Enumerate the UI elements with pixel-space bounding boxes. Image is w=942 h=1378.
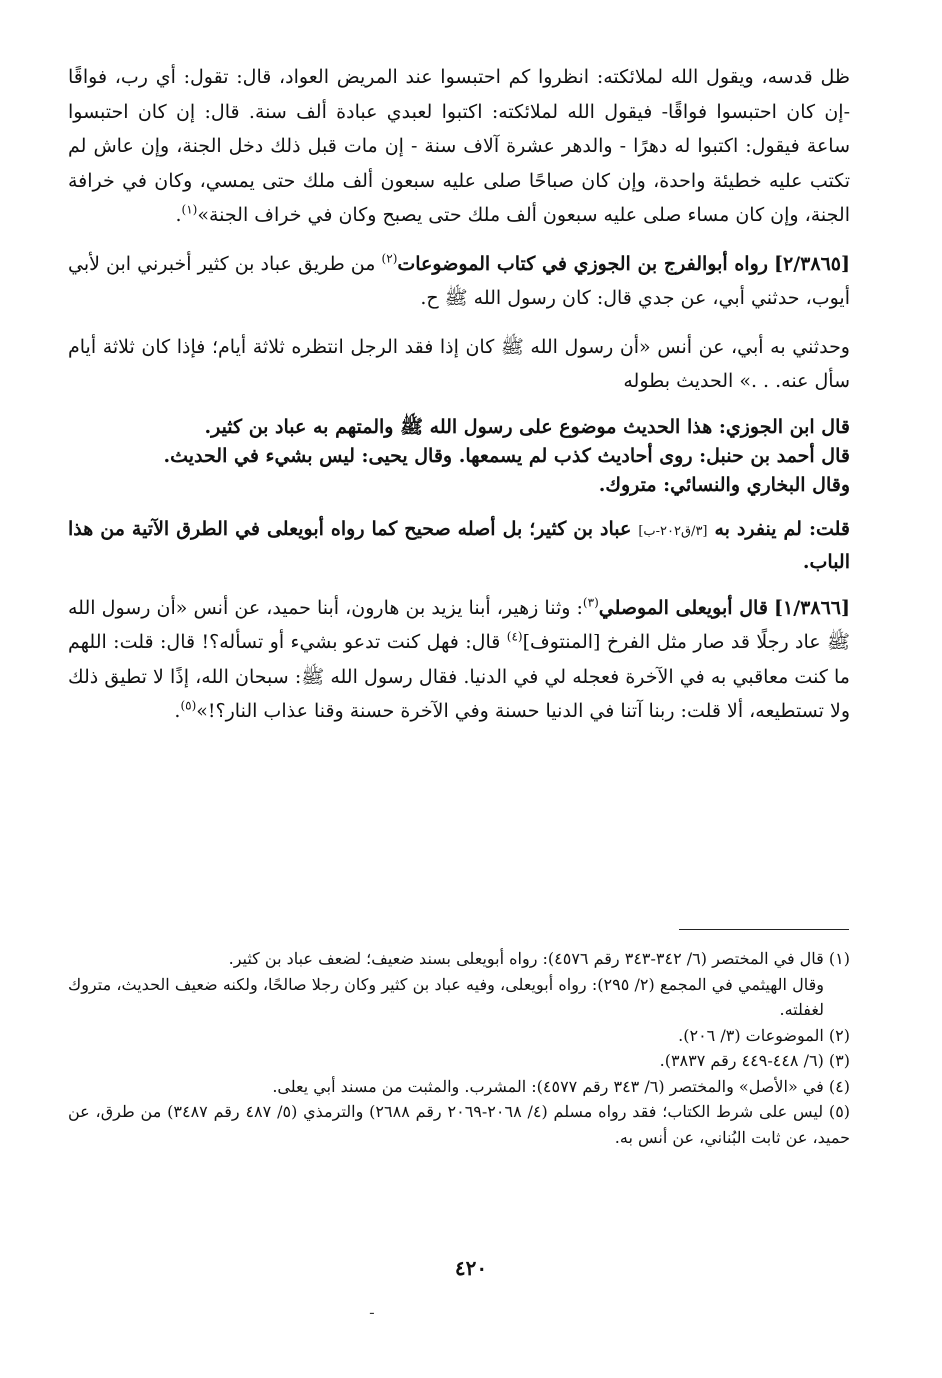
paragraph-continuation [68, 60, 850, 233]
paragraph-text: ظل قدسه، ويقول الله لملائكته: انظروا كم احتبسوا عند المريض العواد، قال: تقول: أي رب، فواقًا -إن كان احتبسوا فواقًا- فيقول الله لملائكته: اكتبوا لعبدي عبادة ألف سنة. قال: إن كان احتبسوا ساعة فيقول: اكتبوا له دهرًا - والدهر عشرة آلاف سنة - إن مات قبل ذلك دخل الجنة، وإن عاش لم تكتب عليه خطيئة واحدة، وإن كان صباحًا صلى عليه سبعون ألف ملك حتى يمسي، وكان في خرافة الجنة، وإن كان مساء صلى عليه سبعون ألف ملك حتى يصبح وكان في خراف الجنة» [68, 66, 850, 226]
footnote-2: (٢) الموضوعات (٣/ ٢٠٦). [678, 1025, 850, 1045]
footnote-4: (٤) في «الأصل» والمختصر (٦/ ٣٤٣ رقم ٤٥٧٧): المشرب. والمثبت من مسند أبي يعلى. [272, 1076, 850, 1096]
footnote-ref-3[interactable]: (٣) [582, 595, 599, 610]
hadith-source: رواه أبوالفرج بن الجوزي في كتاب الموضوعات [397, 252, 768, 275]
footnote-5: (٥) ليس على شرط الكتاب؛ فقد رواه مسلم (٤/ ٢٠٦٨-٢٠٦٩ رقم ٢٦٨٨) والترمذي (٥/ ٤٨٧ رقم ٣٤٨٧) من طرق، عن حميد، عن ثابت البُناني، عن أنس به. [68, 1102, 851, 1147]
hadith-3866 [68, 591, 850, 729]
comment-line-1: قال ابن الجوزي: هذا الحديث موضوع على رسول الله ﷺ والمتهم به عباد بن كثير. [204, 415, 850, 438]
page-number: ٤٢٠ [454, 1256, 488, 1280]
hadith-3865 [68, 247, 850, 316]
footnote-ref-1[interactable]: (١) [181, 202, 198, 217]
footnote-separator [679, 929, 849, 930]
footnote-ref-4[interactable]: (٤) [506, 629, 523, 644]
author-note [68, 514, 850, 577]
manuscript-folio: [٣/ق٢٠٢-ب] [638, 523, 708, 539]
printer-mark: ـ [370, 1303, 374, 1318]
main-text [68, 60, 850, 729]
hadith-number: [٢/٣٨٦٥] [774, 252, 850, 275]
hadith-source: قال أبويعلى الموصلي [598, 596, 768, 619]
hadith-text-paragraph [68, 330, 850, 399]
footnote-ref-5[interactable]: (٥) [180, 698, 197, 713]
comment-line-3: وقال البخاري والنسائي: متروك. [598, 473, 850, 496]
hadith-number: [١/٣٨٦٦] [774, 596, 850, 619]
footnote-3: (٣) (٦/ ٤٤٨-٤٤٩ رقم ٣٨٣٧). [659, 1051, 850, 1070]
hadith-text: وحدثني به أبي، عن أنس «أن رسول الله ﷺ كان إذا فقد الرجل انتظره ثلاثة أيام؛ فإذا كان ثلاثة أيام سأل عنه. . .» الحديث بطوله [68, 335, 850, 392]
period: . [174, 700, 181, 722]
footnote-1: (١) قال في المختصر (٦/ ٣٤٢-٣٤٣ رقم ٤٥٧٦): رواه أبويعلى بسند ضعيف؛ لضعف عباد بن كثير. [228, 949, 850, 968]
hadith-text-part-1: : وثنا زهير، أبنا يزيد بن هارون، أبنا حميد، عن أنس «أن رسول الله ﷺ عاد رجلًا قد صار مثل الفرخ [المنتوف] [68, 596, 850, 653]
author-note-end: عباد بن كثير؛ بل أصله صحيح كما رواه أبويعلى في الطرق الآتية من هذا الباب. [68, 517, 850, 573]
footnote-1-continued: وقال الهيثمي في المجمع (٢/ ٢٩٥): رواه أبويعلى، وفيه عباد بن كثير وكان رجلا صالحًا، ولكنه ضعيف الحديث، متروك لغفلته. [68, 974, 825, 1019]
footnotes [68, 946, 850, 1150]
author-note-start: قلت: لم ينفرد به [714, 517, 850, 540]
hadith-text-part-2: قال: فهل كنت تدعو بشيء أو تسأله؟! قال: قلت: اللهم ما كنت معاقبي به في الآخرة فعجله لي في الدنيا. فقال رسول الله ﷺ: سبحان الله، إذًا لا تطيق ذلك ولا تستطيعه، ألا قلت: ربنا آتنا في الدنيا حسنة وفي الآخرة حسنة وقنا عذاب النار؟!» [68, 631, 850, 722]
footnote-ref-2[interactable]: (٢) [381, 251, 398, 266]
period: . [175, 204, 182, 226]
comment-line-2: قال أحمد بن حنبل: روى أحاديث كذب لم يسمعها. وقال يحيى: ليس بشيء في الحديث. [163, 444, 850, 467]
ibn-al-jawzi-comment [68, 413, 850, 500]
hadith-chain: من طريق عباد بن كثير أخبرني ابن لأبي أيوب، حدثني أبي، عن جدي قال: كان رسول الله ﷺ ح. [68, 252, 850, 309]
